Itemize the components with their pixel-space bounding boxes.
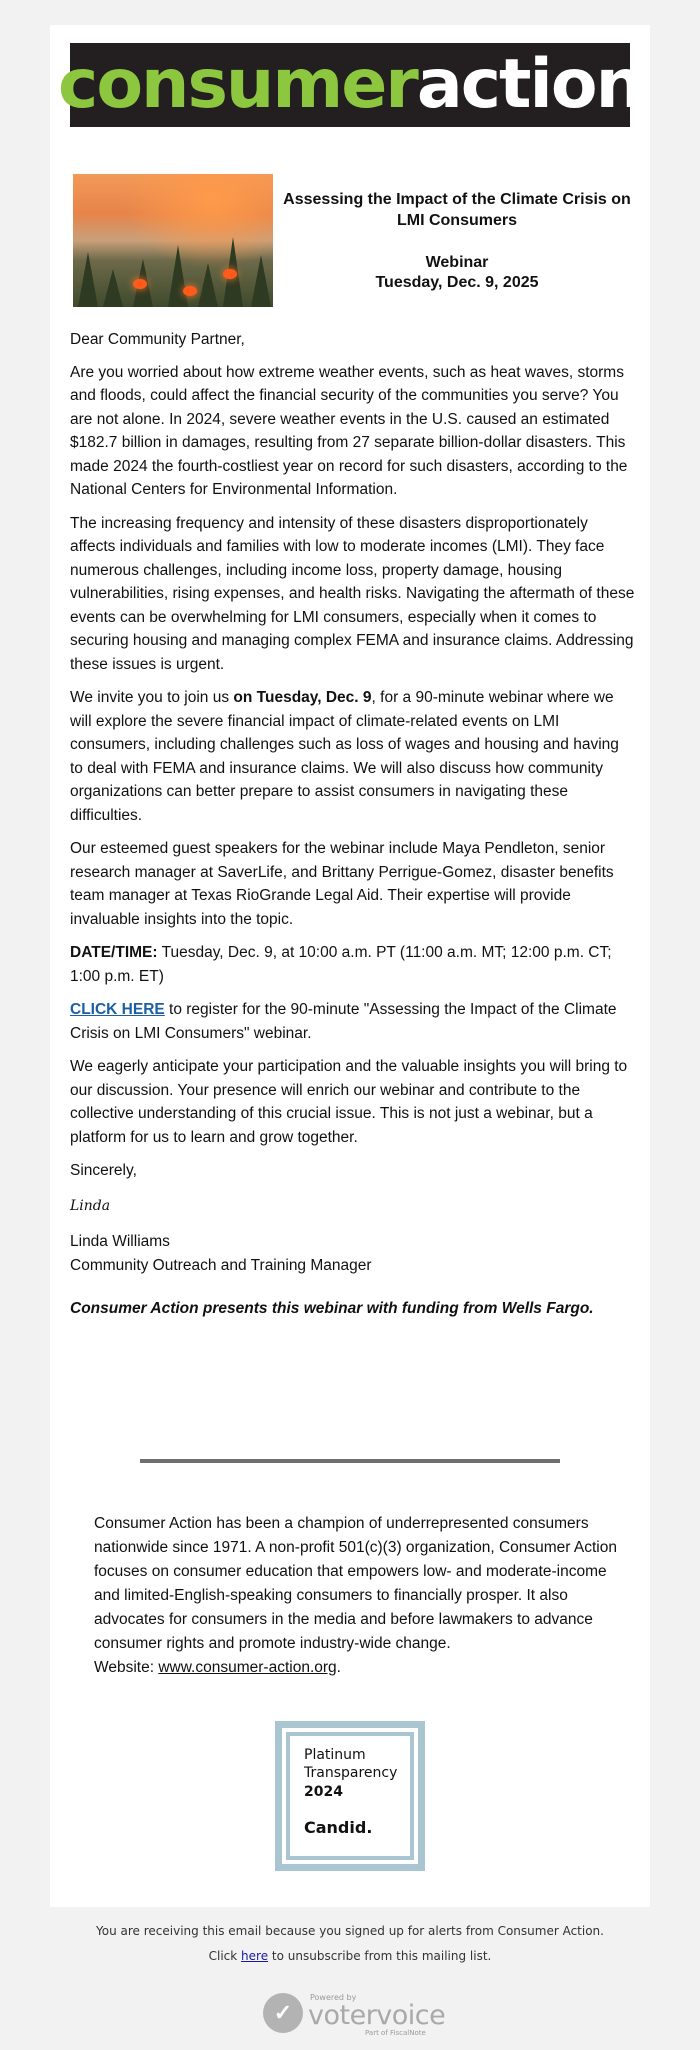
badge-content — [286, 1732, 414, 1860]
webinar-date-text: Tuesday, Dec. 9, 2025 — [375, 274, 539, 291]
powered-by-text: Powered by — [310, 1993, 357, 2002]
badge-line-platinum: Platinum — [304, 1747, 366, 1763]
about-text: Consumer Action has been a champion of underrepresented consumers nationwide since 1971. A non-profit 501(c)(3) organization, Consumer Action focuses on consumer education that empowers low- and moderate-income and limited-English-speaking consumers to financially prosper. It also advocates for consumers in the media and before lawmakers to advance consumer rights and promote industry-wide change. — [94, 1515, 617, 1652]
signature: Linda — [70, 1197, 111, 1214]
paragraph-4: Our esteemed guest speakers for the webinar include Maya Pendleton, senior research manager at SaverLife, and Brittany Perrigue-Gomez, disaster benefits team manager at Texas RioGrande Legal Aid. Their expertise will provide invaluable insights into the topic. — [70, 840, 614, 928]
votervoice-check-icon: ✓ — [263, 1993, 303, 2033]
register-text: to register for the 90-minute "Assessing the Impact of the Climate Crisis on LMI Consumers" webinar. — [70, 1001, 617, 1042]
unsubscribe-post: to unsubscribe from this mailing list. — [268, 1949, 492, 1963]
paragraph-5: We eagerly anticipate your participation and the valuable insights you will bring to our discussion. Your presence will enrich our webinar and contribute to the collective understanding of this crucial issue. This is not just a webinar, but a platform for us to learn and grow together. — [70, 1058, 628, 1146]
website-end: . — [336, 1659, 341, 1676]
consumer-action-logo[interactable] — [58, 43, 642, 127]
signer-title: Community Outreach and Training Manager — [70, 1256, 372, 1274]
webinar-date — [282, 253, 632, 293]
footer-notice: You are receiving this email because you signed up for alerts from Consumer Action. — [96, 1924, 604, 1938]
closing: Sincerely, — [70, 1162, 137, 1179]
logo-text-action: action — [416, 45, 642, 124]
paragraph-1: Are you worried about how extreme weather events, such as heat waves, storms and floods, could affect the financial security of the communities you serve? You are not alone. In 2024, severe weather events in the U.S. caused an estimated $182.7 billion in damages, resulting from 27 separate billion-dollar disasters. This made 2024 the fourth-costliest year on record for such disasters, according to the National Centers for Environmental Information. — [70, 363, 628, 498]
votervoice-name: votervoice — [308, 2000, 446, 2031]
webinar-title: Assessing the Impact of the Climate Crisis on LMI Consumers — [283, 191, 631, 229]
part-of-fiscalnote: Part of FiscalNote — [365, 2029, 426, 2037]
logo-text-consumer: consumer — [58, 45, 417, 124]
about-section — [94, 1512, 622, 1680]
paragraph-3-post: , for a 90-minute webinar where we will explore the severe financial impact of climate-related events on LMI consumers, including challenges such as loss of wages and housing and having to deal with FEMA and insurance claims. We will also discuss how community organizations can better prepare to assist consumers in navigating these difficulties. — [70, 689, 619, 824]
datetime-value: Tuesday, Dec. 9, at 10:00 a.m. PT (11:00 a.m. MT; 12:00 p.m. CT; 1:00 p.m. ET) — [70, 944, 612, 985]
badge-line-transparency: Transparency — [304, 1765, 398, 1781]
letter-body — [70, 328, 635, 1331]
greeting: Dear Community Partner, — [70, 331, 245, 348]
website-label: Website: — [94, 1659, 159, 1676]
signer-name: Linda Williams — [70, 1233, 170, 1250]
paragraph-2: The increasing frequency and intensity of these disasters disproportionately affects individuals and families with low to moderate incomes (LMI). They face numerous challenges, including income loss, property damage, housing vulnerabilities, rising expenses, and health risks. Navigating the aftermath of these events can be overwhelming for LMI consumers, especially when it comes to securing housing and managing complex FEMA and insurance claims. Addressing these issues is urgent. — [70, 514, 635, 673]
signer-block — [70, 1230, 635, 1277]
footer-unsubscribe — [0, 1944, 700, 1969]
wildfire-photo — [73, 174, 273, 307]
paragraph-3-pre: We invite you to join us — [70, 689, 234, 706]
badge-line-year: 2024 — [304, 1784, 343, 1800]
badge-frame — [282, 1728, 418, 1864]
divider — [140, 1459, 560, 1463]
register-link[interactable]: CLICK HERE — [70, 1001, 165, 1018]
email-footer — [0, 1919, 700, 1969]
datetime-label: DATE/TIME: — [70, 944, 158, 961]
funding-note: Consumer Action presents this webinar with funding from Wells Fargo. — [70, 1300, 594, 1317]
badge-line-candid: Candid. — [304, 1818, 373, 1837]
email-card — [50, 25, 650, 1907]
votervoice-logo[interactable] — [263, 1990, 446, 2037]
paragraph-3 — [70, 686, 635, 827]
website-link[interactable]: www.consumer-action.org — [158, 1659, 337, 1676]
register-cta — [70, 998, 635, 1045]
unsubscribe-link[interactable]: here — [241, 1949, 269, 1963]
unsubscribe-pre: Click — [208, 1949, 242, 1963]
datetime — [70, 941, 635, 988]
candid-transparency-badge[interactable] — [275, 1721, 425, 1871]
webinar-label: Webinar — [425, 254, 489, 271]
paragraph-3-bold: on Tuesday, Dec. 9 — [233, 689, 372, 706]
